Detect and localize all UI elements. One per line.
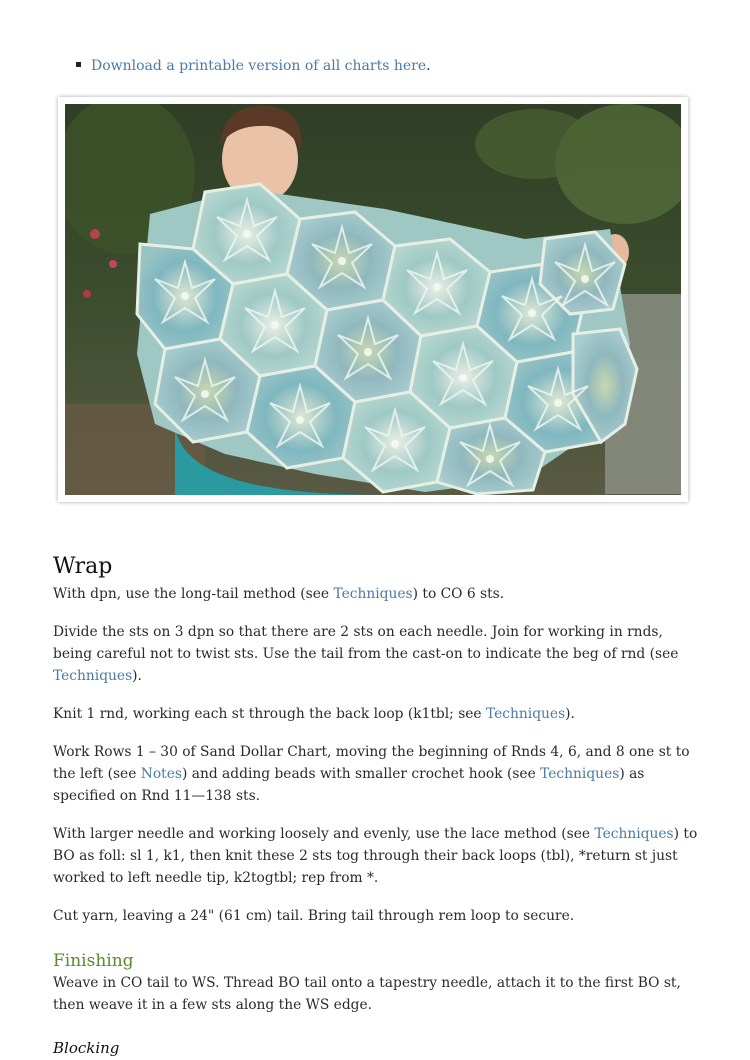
wrap-paragraph-5: With larger needle and working loosely and evenly, use the lace method (see Techniques) to BO as foll: sl 1, k1, then knit these 2 sts tog through their back loops (tbl), *return st just worked to left needle tip, k2togtbl; rep from *. bbox=[53, 826, 698, 886]
wrap-paragraph-6: Cut yarn, leaving a 24" (61 cm) tail. Bring tail through rem loop to secure. bbox=[53, 908, 575, 924]
wrap-paragraph-4: Work Rows 1 – 30 of Sand Dollar Chart, moving the beginning of Rnds 4, 6, and 8 one st to the left (see Notes) and adding beads with smaller crochet hook (see Techniques) as specified on Rnd 11—138 sts. bbox=[53, 744, 690, 804]
finishing-heading: Finishing bbox=[53, 951, 134, 971]
techniques-link[interactable]: Techniques bbox=[486, 706, 566, 722]
wrap-paragraph-2: Divide the sts on 3 dpn so that there are 2 sts on each needle. Join for working in rnds, being careful not to twist sts. Use the tail from the cast-on to indicate the beg of rnd (see Techniques). bbox=[53, 624, 679, 684]
techniques-link[interactable]: Techniques bbox=[540, 766, 620, 782]
knitted-wrap-photo bbox=[65, 104, 681, 495]
download-charts-link[interactable]: Download a printable version of all charts here bbox=[91, 58, 427, 74]
blocking-heading: Blocking bbox=[53, 1039, 120, 1057]
techniques-link[interactable]: Techniques bbox=[594, 826, 674, 842]
download-list-item bbox=[76, 56, 431, 76]
wrap-paragraph-1: With dpn, use the long-tail method (see Techniques) to CO 6 sts. bbox=[53, 586, 505, 602]
wrap-heading: Wrap bbox=[53, 554, 113, 579]
notes-link[interactable]: Notes bbox=[140, 766, 182, 782]
pattern-content bbox=[53, 552, 703, 1057]
finishing-paragraph: Weave in CO tail to WS. Thread BO tail onto a tapestry needle, attach it to the first BO st, then weave it in a few sts along the WS edge. bbox=[53, 975, 681, 1013]
bullet-square-icon bbox=[76, 62, 81, 67]
photo-frame bbox=[58, 97, 688, 502]
wrap-paragraph-3: Knit 1 rnd, working each st through the back loop (k1tbl; see Techniques). bbox=[53, 706, 575, 722]
download-trailing-period: . bbox=[426, 58, 431, 74]
techniques-link[interactable]: Techniques bbox=[53, 668, 133, 684]
techniques-link[interactable]: Techniques bbox=[333, 586, 413, 602]
